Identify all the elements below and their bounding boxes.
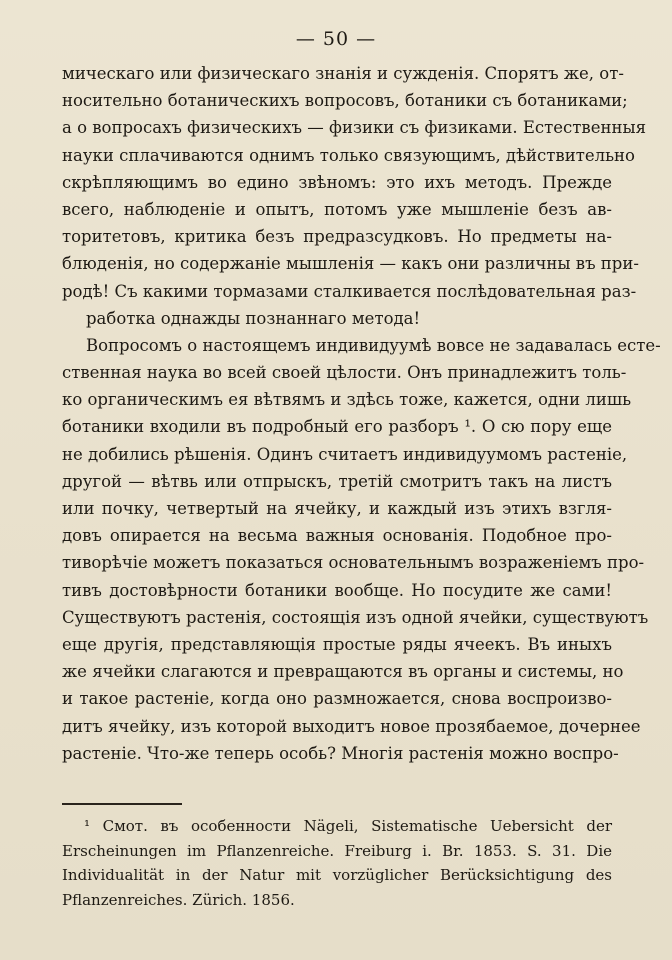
text-line: тивъ достовѣрности ботаники вообще. Но посудите же сами! <box>62 580 612 600</box>
text-line: ко органическимъ ея вѣтвямъ и здѣсь тоже, кажется, одни лишь <box>62 390 632 410</box>
text-line: работка однажды познаннаго метода! <box>86 308 421 328</box>
paragraph-start-line: Вопросомъ о настоящемъ индивидуумѣ вовсе не задавалась есте- <box>86 335 661 355</box>
text-line: тиворѣчіе можетъ показаться основательнымъ возраженіемъ про- <box>62 553 645 573</box>
footnote-line: ¹ Смот. въ особенности Nägeli, Sistematische Uebersicht der <box>84 817 612 835</box>
text-line: блюденія, но содержаніе мышленія — какъ они различны въ при- <box>62 254 639 274</box>
text-line: а о вопросахъ физическихъ — физики съ физиками. Естественныя <box>62 118 646 138</box>
text-line: носительно ботаническихъ вопросовъ, ботаники съ ботаниками; <box>62 91 628 111</box>
text-line: же ячейки слагаются и превращаются въ органы и системы, но <box>62 662 624 682</box>
text-line: скрѣпляющимъ во едино звѣномъ: это ихъ методъ. Прежде <box>62 172 612 192</box>
text-line: не добились рѣшенія. Одинъ считаетъ индивидуумомъ растеніе, <box>62 444 628 464</box>
text-line: другой — вѣтвь или отпрыскъ, третій смотритъ такъ на листъ <box>62 471 612 491</box>
text-line: еще другія, представляющія простые ряды ячеекъ. Въ иныхъ <box>62 634 612 654</box>
text-line: или почку, четвертый на ячейку, и каждый изъ этихъ взгля- <box>62 499 612 518</box>
text-line: растеніе. Что-же теперь особь? Многія растенія можно воспро- <box>62 743 619 763</box>
text-line: торитетовъ, критика безъ предразсудковъ. Но предметы на- <box>62 227 612 247</box>
text-line: мическаго или физическаго знанія и сужденія. Спорятъ же, от- <box>62 64 624 83</box>
text-line: науки сплачиваются однимъ только связующимъ, дѣйствительно <box>62 145 635 165</box>
footnote <box>62 814 612 912</box>
text-line: и такое растеніе, когда оно размножается, снова воспроизво- <box>62 689 612 709</box>
footnote-line: Pflanzenreiches. Zürich. 1856. <box>62 890 295 909</box>
text-line: довъ опирается на весьма важныя основанія. Подобное про- <box>62 526 612 546</box>
footnote-line: Individualität in der Natur mit vorzüglicher Berücksichtigung des <box>62 866 612 884</box>
text-line: ботаники входили въ подробный его разборъ ¹. О сю пору еще <box>62 417 612 437</box>
page-number: — 50 — <box>295 28 377 50</box>
text-line: дитъ ячейку, изъ которой выходитъ новое прозябаемое, дочернее <box>62 716 641 736</box>
text-line: Существуютъ растенія, состоящія изъ одной ячейки, существуютъ <box>62 607 649 627</box>
text-line: ственная наука во всей своей цѣлости. Онъ принадлежитъ толь- <box>62 363 627 383</box>
body-text <box>62 60 661 767</box>
footnote-rule <box>62 803 182 805</box>
text-line: родѣ! Съ какими тормазами сталкивается послѣдовательная раз- <box>62 281 637 301</box>
text-line: всего, наблюденіе и опытъ, потомъ уже мышленіе безъ ав- <box>62 199 612 219</box>
footnote-line: Erscheinungen im Pflanzenreiche. Freiburg i. Br. 1853. S. 31. Die <box>62 841 612 860</box>
